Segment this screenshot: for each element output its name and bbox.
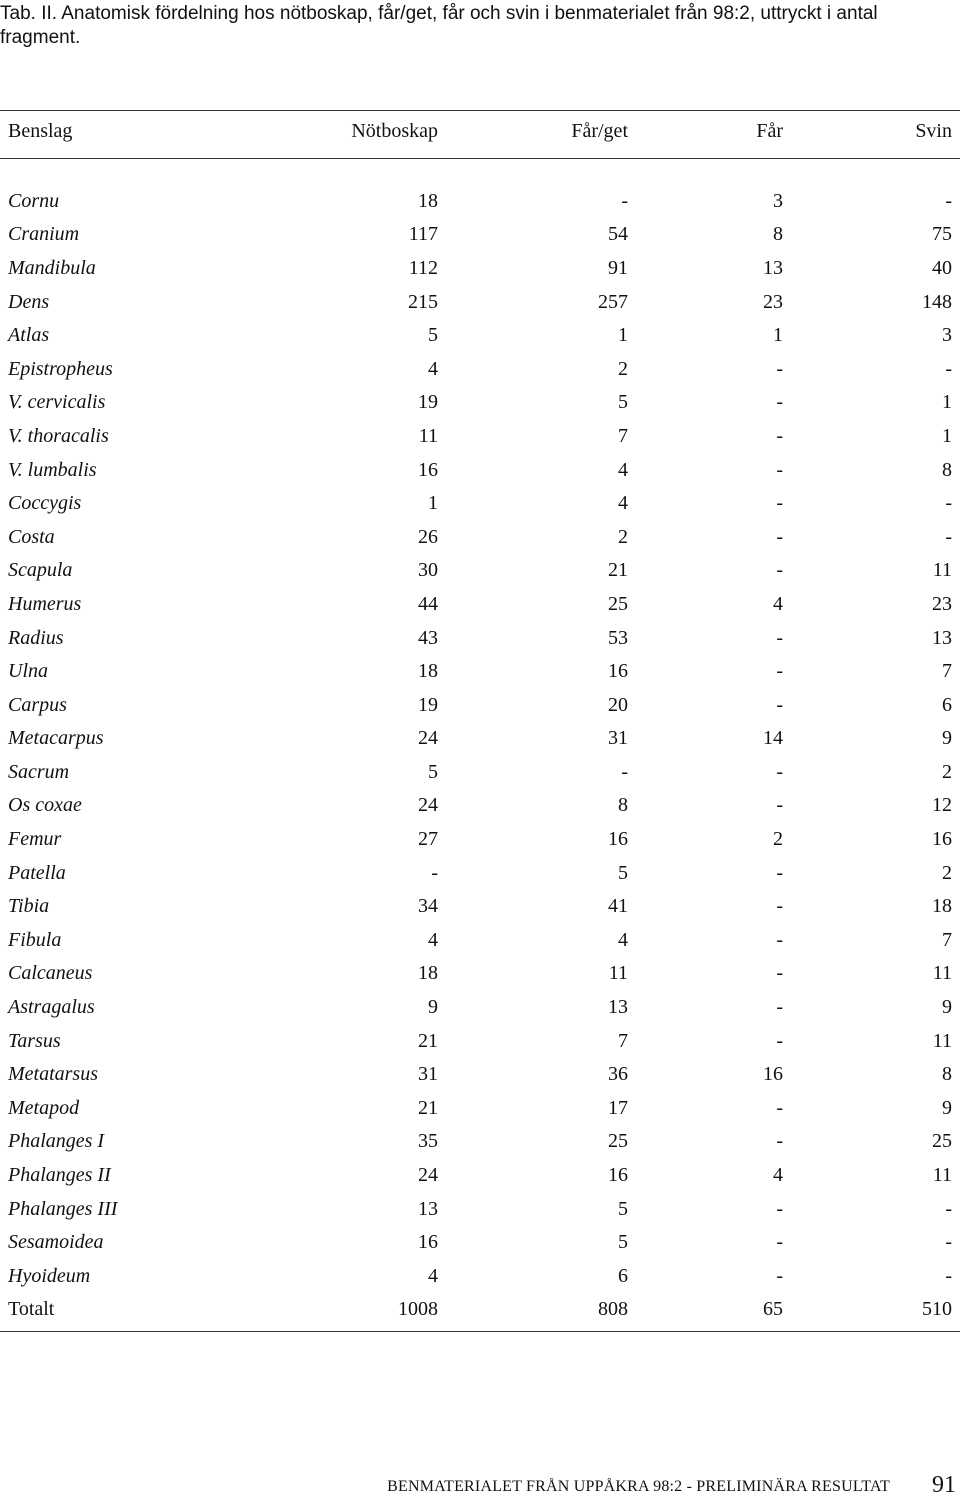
cell-notboskap: 27 — [418, 828, 438, 851]
cell-far: - — [776, 660, 783, 683]
cell-benslag: Phalanges II — [8, 1164, 111, 1187]
cell-benslag: Os coxae — [8, 794, 82, 817]
cell-svin: 75 — [932, 223, 952, 246]
cell-far-get: 21 — [608, 559, 628, 582]
table-row — [0, 218, 960, 252]
cell-far-get: 91 — [608, 256, 628, 279]
cell-notboskap: 117 — [408, 223, 438, 246]
cell-far-get: 17 — [608, 1096, 628, 1119]
cell-svin: 9 — [942, 996, 952, 1019]
cell-svin: - — [945, 492, 952, 515]
table-row — [0, 386, 960, 420]
table-row — [0, 1225, 960, 1259]
cell-far-get: 8 — [618, 794, 628, 817]
cell-svin: 25 — [932, 1130, 952, 1153]
cell-svin: 7 — [942, 928, 952, 951]
cell-far-get: 25 — [608, 1130, 628, 1153]
cell-far: - — [776, 492, 783, 515]
cell-svin: - — [945, 1197, 952, 1220]
cell-far-get: 1 — [618, 324, 628, 347]
cell-far-get: 53 — [608, 626, 628, 649]
cell-far-get: 7 — [618, 1029, 628, 1052]
cell-svin: 9 — [942, 727, 952, 750]
cell-far: 14 — [763, 727, 783, 750]
cell-benslag: V. cervicalis — [8, 391, 106, 414]
cell-far: - — [776, 996, 783, 1019]
table-row — [0, 856, 960, 890]
header-benslag: Benslag — [8, 119, 73, 142]
cell-benslag: Astragalus — [8, 996, 95, 1019]
cell-svin: 16 — [932, 828, 952, 851]
cell-far: - — [776, 1029, 783, 1052]
table-row — [0, 1192, 960, 1226]
table-row — [0, 453, 960, 487]
cell-far-get: 7 — [618, 424, 628, 447]
cell-far: - — [776, 1264, 783, 1287]
cell-benslag: Mandibula — [8, 256, 96, 279]
table-row — [0, 722, 960, 756]
cell-benslag: Costa — [8, 525, 55, 548]
anatomy-table — [0, 114, 960, 1326]
cell-far: 2 — [773, 828, 783, 851]
table-header — [0, 114, 960, 148]
cell-far-get: 25 — [608, 592, 628, 615]
cell-svin: 8 — [942, 1063, 952, 1086]
header-notboskap: Nötboskap — [351, 119, 438, 142]
cell-svin: 7 — [942, 660, 952, 683]
cell-svin: 11 — [932, 962, 952, 985]
cell-notboskap: 9 — [428, 996, 438, 1019]
table-row — [0, 621, 960, 655]
cell-far: - — [776, 458, 783, 481]
cell-benslag: Femur — [8, 828, 62, 851]
cell-svin: 13 — [932, 626, 952, 649]
table-row — [0, 587, 960, 621]
cell-svin: - — [945, 525, 952, 548]
cell-notboskap: 26 — [418, 525, 438, 548]
cell-far-get: 16 — [608, 828, 628, 851]
cell-benslag: Phalanges III — [8, 1197, 118, 1220]
cell-far-get: 2 — [618, 525, 628, 548]
cell-notboskap: 5 — [428, 324, 438, 347]
table-row — [0, 889, 960, 923]
cell-far: 13 — [763, 256, 783, 279]
cell-far: 16 — [763, 1063, 783, 1086]
table-row — [0, 957, 960, 991]
cell-svin: - — [945, 1264, 952, 1287]
cell-notboskap: 21 — [418, 1096, 438, 1119]
cell-benslag: Tibia — [8, 895, 50, 918]
cell-svin: 3 — [942, 324, 952, 347]
cell-far-get: 11 — [608, 962, 628, 985]
table-row — [0, 1158, 960, 1192]
cell-notboskap: 24 — [418, 727, 438, 750]
cell-far-get: 4 — [618, 928, 628, 951]
cell-far: - — [776, 1096, 783, 1119]
cell-benslag: Sesamoidea — [8, 1231, 104, 1254]
cell-far-get: 5 — [618, 861, 628, 884]
cell-far: 4 — [773, 1164, 783, 1187]
cell-notboskap: 1008 — [398, 1298, 438, 1321]
table-row — [0, 1259, 960, 1293]
cell-notboskap: 4 — [428, 357, 438, 380]
cell-far-get: 2 — [618, 357, 628, 380]
cell-svin: 40 — [932, 256, 952, 279]
cell-benslag: Epistropheus — [8, 357, 113, 380]
cell-far: - — [776, 525, 783, 548]
cell-benslag: Patella — [8, 861, 66, 884]
cell-notboskap: 11 — [418, 424, 438, 447]
cell-far: - — [776, 895, 783, 918]
cell-notboskap: 18 — [418, 962, 438, 985]
cell-notboskap: 215 — [408, 290, 438, 313]
cell-benslag: Totalt — [8, 1298, 55, 1321]
cell-far: - — [776, 928, 783, 951]
cell-far-get: 31 — [608, 727, 628, 750]
cell-notboskap: 13 — [418, 1197, 438, 1220]
cell-notboskap: 5 — [428, 760, 438, 783]
cell-far-get: 5 — [618, 391, 628, 414]
header-svin: Svin — [915, 119, 952, 142]
cell-benslag: Humerus — [8, 592, 82, 615]
table-top-rule — [0, 110, 960, 111]
cell-far-get: - — [621, 189, 628, 212]
cell-far: - — [776, 357, 783, 380]
cell-benslag: V. lumbalis — [8, 458, 97, 481]
table-row — [0, 1125, 960, 1159]
cell-notboskap: 19 — [418, 391, 438, 414]
cell-far-get: 54 — [608, 223, 628, 246]
cell-benslag: Coccygis — [8, 492, 82, 515]
cell-svin: 6 — [942, 693, 952, 716]
cell-far-get: 6 — [618, 1264, 628, 1287]
cell-far-get: 808 — [598, 1298, 628, 1321]
cell-benslag: Radius — [8, 626, 64, 649]
cell-benslag: Metapod — [8, 1096, 80, 1119]
cell-far: 1 — [773, 324, 783, 347]
table-row — [0, 654, 960, 688]
cell-svin: 1 — [942, 391, 952, 414]
cell-far: 65 — [763, 1298, 783, 1321]
cell-far-get: 13 — [608, 996, 628, 1019]
cell-svin: 148 — [922, 290, 952, 313]
cell-svin: 510 — [922, 1298, 952, 1321]
cell-svin: - — [945, 189, 952, 212]
total-row — [0, 1293, 960, 1327]
cell-far-get: 36 — [608, 1063, 628, 1086]
cell-far: - — [776, 760, 783, 783]
cell-benslag: Hyoideum — [8, 1264, 91, 1287]
cell-benslag: Atlas — [8, 324, 50, 347]
cell-benslag: V. thoracalis — [8, 424, 109, 447]
cell-far: - — [776, 559, 783, 582]
cell-notboskap: 24 — [418, 1164, 438, 1187]
cell-far: - — [776, 391, 783, 414]
cell-svin: - — [945, 1231, 952, 1254]
cell-far: - — [776, 626, 783, 649]
cell-svin: 9 — [942, 1096, 952, 1119]
cell-notboskap: 112 — [408, 256, 438, 279]
cell-far: - — [776, 861, 783, 884]
table-row — [0, 688, 960, 722]
cell-far: 3 — [773, 189, 783, 212]
table-row — [0, 554, 960, 588]
cell-far-get: - — [621, 760, 628, 783]
table-row — [0, 520, 960, 554]
cell-notboskap: 19 — [418, 693, 438, 716]
table-row — [0, 1057, 960, 1091]
cell-svin: 11 — [932, 559, 952, 582]
cell-benslag: Sacrum — [8, 760, 70, 783]
cell-far: - — [776, 424, 783, 447]
cell-svin: 2 — [942, 760, 952, 783]
cell-notboskap: 16 — [418, 458, 438, 481]
cell-svin: 11 — [932, 1164, 952, 1187]
footer-title: BENMATERIALET FRÅN UPPÅKRA 98:2 - PRELIMINÄRA RESULTAT — [387, 1478, 890, 1495]
cell-notboskap: 44 — [418, 592, 438, 615]
cell-far-get: 5 — [618, 1197, 628, 1220]
cell-svin: 8 — [942, 458, 952, 481]
page-number: 91 — [932, 1472, 956, 1498]
cell-svin: 12 — [932, 794, 952, 817]
cell-benslag: Dens — [8, 290, 50, 313]
cell-benslag: Calcaneus — [8, 962, 93, 985]
cell-notboskap: 30 — [418, 559, 438, 582]
cell-notboskap: 16 — [418, 1231, 438, 1254]
cell-benslag: Phalanges I — [8, 1130, 105, 1153]
table-row — [0, 251, 960, 285]
table-row — [0, 923, 960, 957]
cell-notboskap: 35 — [418, 1130, 438, 1153]
cell-far: 23 — [763, 290, 783, 313]
table-row — [0, 1024, 960, 1058]
table-body — [0, 148, 960, 1326]
cell-far: 8 — [773, 223, 783, 246]
table-row — [0, 285, 960, 319]
cell-notboskap: - — [431, 861, 438, 884]
cell-notboskap: 43 — [418, 626, 438, 649]
cell-benslag: Ulna — [8, 660, 48, 683]
table-row — [0, 1091, 960, 1125]
cell-notboskap: 18 — [418, 660, 438, 683]
cell-svin: 11 — [932, 1029, 952, 1052]
cell-benslag: Cornu — [8, 189, 60, 212]
header-far-get: Får/get — [571, 119, 628, 142]
cell-svin: 1 — [942, 424, 952, 447]
cell-benslag: Metacarpus — [8, 727, 104, 750]
cell-notboskap: 18 — [418, 189, 438, 212]
table-bottom-rule — [0, 1331, 960, 1332]
cell-far: - — [776, 962, 783, 985]
cell-notboskap: 4 — [428, 1264, 438, 1287]
cell-far-get: 16 — [608, 660, 628, 683]
cell-svin: 18 — [932, 895, 952, 918]
cell-notboskap: 1 — [428, 492, 438, 515]
cell-far-get: 257 — [598, 290, 628, 313]
cell-notboskap: 24 — [418, 794, 438, 817]
table-row — [0, 822, 960, 856]
table-row — [0, 486, 960, 520]
cell-svin: 2 — [942, 861, 952, 884]
cell-far-get: 16 — [608, 1164, 628, 1187]
cell-far-get: 5 — [618, 1231, 628, 1254]
table-row — [0, 352, 960, 386]
cell-far-get: 41 — [608, 895, 628, 918]
cell-far: - — [776, 1197, 783, 1220]
cell-far-get: 4 — [618, 458, 628, 481]
table-row — [0, 318, 960, 352]
cell-far: - — [776, 1130, 783, 1153]
table-row — [0, 990, 960, 1024]
cell-notboskap: 34 — [418, 895, 438, 918]
cell-far: - — [776, 693, 783, 716]
cell-benslag: Cranium — [8, 223, 80, 246]
cell-svin: 23 — [932, 592, 952, 615]
cell-far-get: 20 — [608, 693, 628, 716]
cell-benslag: Metatarsus — [8, 1063, 98, 1086]
cell-notboskap: 21 — [418, 1029, 438, 1052]
cell-notboskap: 31 — [418, 1063, 438, 1086]
table-row — [0, 419, 960, 453]
header-far: Får — [756, 119, 783, 142]
table-row — [0, 789, 960, 823]
cell-benslag: Fibula — [8, 928, 62, 951]
cell-far: - — [776, 1231, 783, 1254]
cell-far: 4 — [773, 592, 783, 615]
cell-benslag: Carpus — [8, 693, 67, 716]
table-caption: Tab. II. Anatomisk fördelning hos nötboskap, får/get, får och svin i benmaterialet från 98:2, uttryckt i antal fragment. — [0, 3, 878, 48]
table-row — [0, 184, 960, 218]
cell-far-get: 4 — [618, 492, 628, 515]
cell-benslag: Scapula — [8, 559, 73, 582]
cell-far: - — [776, 794, 783, 817]
table-row — [0, 755, 960, 789]
cell-notboskap: 4 — [428, 928, 438, 951]
cell-svin: - — [945, 357, 952, 380]
cell-benslag: Tarsus — [8, 1029, 61, 1052]
